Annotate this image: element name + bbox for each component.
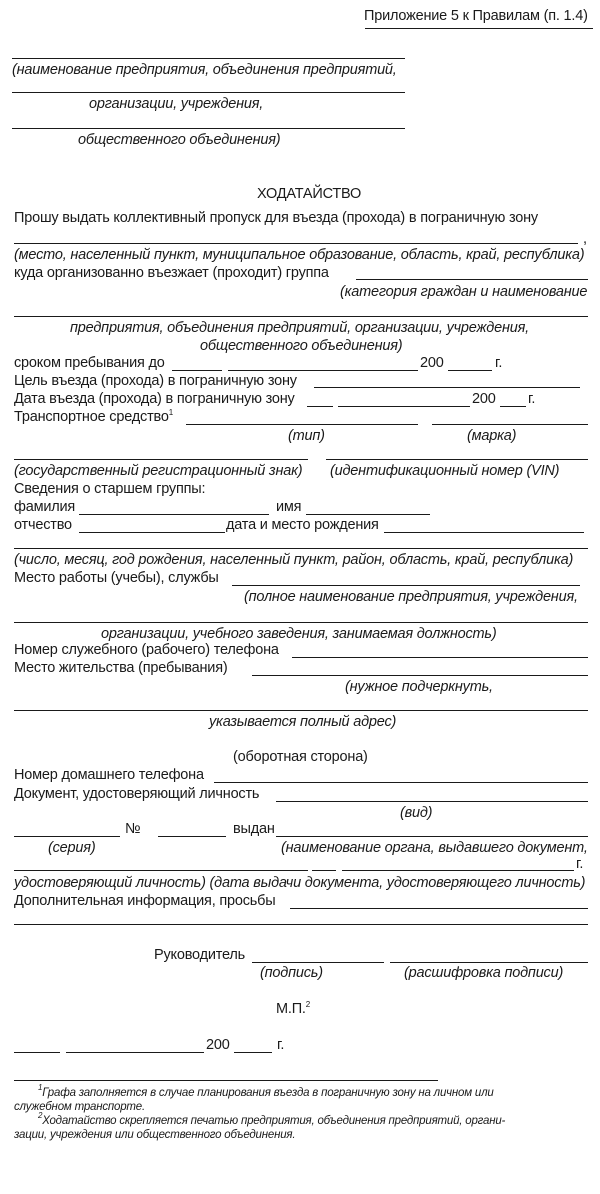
footnote-1-ref: 1	[168, 408, 173, 417]
leader-residence-hint-2: указывается полный адрес)	[209, 714, 397, 730]
page-title: ХОДАТАЙСТВО	[257, 186, 362, 202]
purpose-label: Цель въезда (прохода) в пограничную зону	[14, 373, 297, 389]
entry-date-label: Дата въезда (прохода) в пограничную зону	[14, 391, 295, 407]
org-hint-2: организации, учреждения,	[89, 96, 264, 112]
id-number-line[interactable]	[158, 836, 226, 837]
footnote-2-ref: 2	[305, 1000, 311, 1009]
org-name-line-2[interactable]	[12, 92, 405, 93]
category-hint-1: (категория граждан и наименование	[340, 284, 588, 300]
phone-home-line[interactable]	[214, 782, 588, 783]
sign-month-line[interactable]	[66, 1052, 204, 1053]
seal-place: М.П.$^2$	[276, 1000, 311, 1017]
footnote-2-line-1: $^2$Ходатайство скрепляется печатью предприятия, объединения предприятий, органи-	[38, 1111, 506, 1127]
org-hint-3: общественного объединения)	[78, 132, 281, 148]
entry-year-suffix: г.	[528, 391, 536, 407]
sign-year-prefix: 200	[206, 1037, 230, 1053]
extra-info-line[interactable]	[290, 908, 588, 909]
head-decode-line[interactable]	[390, 962, 588, 963]
reverse-heading: (оборотная сторона)	[233, 749, 368, 765]
leader-residence-line[interactable]	[252, 675, 588, 676]
vehicle-brand-hint: (марка)	[467, 428, 517, 444]
org-hint-1: (наименование предприятия, объединения предприятий,	[12, 62, 397, 78]
leader-surname-line[interactable]	[79, 514, 269, 515]
footnote-1-line-2: служебном транспорте.	[14, 1101, 145, 1113]
stay-year-line[interactable]	[448, 370, 492, 371]
leader-work-hint-2: организации, учебного заведения, занимаемая должность)	[101, 626, 497, 642]
id-issuer-hint: (наименование органа, выдавшего документ,	[281, 840, 588, 856]
vehicle-reg-line[interactable]	[14, 459, 308, 460]
id-doc-line[interactable]	[276, 801, 588, 802]
head-signature-line[interactable]	[252, 962, 384, 963]
category-hint-2: предприятия, объединения предприятий, организации, учреждения,	[70, 320, 529, 336]
sign-year-line[interactable]	[234, 1052, 272, 1053]
header-underline	[365, 28, 593, 29]
leader-name-label: имя	[276, 499, 302, 515]
leader-residence-line-2[interactable]	[14, 710, 588, 711]
leader-birth-hint: (число, месяц, год рождения, населенный пункт, район, область, край, республика)	[14, 552, 574, 568]
place-line[interactable]	[14, 243, 578, 244]
entry-day-line[interactable]	[307, 406, 333, 407]
stay-month-line[interactable]	[228, 370, 418, 371]
head-label: Руководитель	[154, 947, 246, 963]
leader-phone-work-line[interactable]	[292, 657, 588, 658]
category-hint-3: общественного объединения)	[200, 338, 403, 354]
vehicle-type-hint: (тип)	[288, 428, 325, 444]
leader-work-line[interactable]	[232, 585, 580, 586]
request-intro: Прошу выдать коллективный пропуск для въезда (прохода) в пограничную зону	[14, 210, 538, 226]
signature-hint: (подпись)	[260, 965, 323, 981]
vehicle-brand-line[interactable]	[432, 424, 588, 425]
leader-birth-line-2[interactable]	[14, 548, 588, 549]
leader-surname-label: фамилия	[14, 499, 76, 515]
sign-day-line[interactable]	[14, 1052, 60, 1053]
id-series-hint: (серия)	[48, 840, 96, 856]
leader-phone-work-label: Номер служебного (рабочего) телефона	[14, 642, 279, 658]
id-issued-label: выдан	[233, 821, 275, 837]
leader-birth-line[interactable]	[384, 532, 584, 533]
leader-heading: Сведения о старшем группы:	[14, 481, 206, 497]
footnote-2-line-2: зации, учреждения или общественного объединения.	[14, 1129, 296, 1141]
id-issuer-line[interactable]	[276, 836, 588, 837]
id-doc-label: Документ, удостоверяющий личность	[14, 786, 260, 802]
vehicle-vin-line[interactable]	[326, 459, 588, 460]
group-category-line-2[interactable]	[14, 316, 588, 317]
place-hint: (место, населенный пункт, муниципальное образование, область, край, республика)	[14, 247, 585, 263]
stay-label: сроком пребывания до	[14, 355, 165, 371]
leader-residence-label: Место жительства (пребывания)	[14, 660, 228, 676]
sign-year-suffix: г.	[277, 1037, 285, 1053]
leader-work-label: Место работы (учебы), службы	[14, 570, 219, 586]
id-issuer-hint-2: удостоверяющий личность) (дата выдачи документа, удостоверяющего личность)	[14, 875, 586, 891]
id-issuer-line-2[interactable]	[14, 870, 308, 871]
leader-birth-label: дата и место рождения	[226, 517, 379, 533]
stay-year-suffix: г.	[495, 355, 503, 371]
leader-residence-hint-1: (нужное подчеркнуть,	[345, 679, 493, 695]
leader-patronymic-line[interactable]	[79, 532, 225, 533]
leader-work-hint-1: (полное наименование предприятия, учреждения,	[244, 589, 578, 605]
id-series-line[interactable]	[14, 836, 120, 837]
leader-patronymic-label: отчество	[14, 517, 72, 533]
id-issue-year-suffix: г.	[576, 856, 584, 872]
entry-year-line[interactable]	[500, 406, 526, 407]
id-doc-kind-hint: (вид)	[400, 805, 433, 821]
id-issue-day-line[interactable]	[312, 870, 336, 871]
vehicle-type-line[interactable]	[186, 424, 418, 425]
phone-home-label: Номер домашнего телефона	[14, 767, 204, 783]
footnote-divider	[14, 1080, 438, 1081]
vehicle-vin-hint: (идентификационный номер (VIN)	[330, 463, 560, 479]
org-name-line-1[interactable]	[12, 58, 405, 59]
leader-name-line[interactable]	[306, 514, 430, 515]
entry-month-line[interactable]	[338, 406, 470, 407]
extra-info-line-2[interactable]	[14, 924, 588, 925]
vehicle-reg-hint: (государственный регистрационный знак)	[14, 463, 303, 479]
purpose-line[interactable]	[314, 387, 580, 388]
leader-work-line-2[interactable]	[14, 622, 588, 623]
signature-decode-hint: (расшифровка подписи)	[404, 965, 564, 981]
appendix-reference: Приложение 5 к Правилам (п. 1.4)	[364, 8, 588, 24]
footnote-1-line-1: $^1$Графа заполняется в случае планирования въезда в пограничную зону на личном или	[38, 1083, 494, 1099]
stay-day-line[interactable]	[172, 370, 222, 371]
entry-year-prefix: 200	[472, 391, 496, 407]
org-name-line-3[interactable]	[12, 128, 405, 129]
id-issue-month-line[interactable]	[342, 870, 574, 871]
stay-year-prefix: 200	[420, 355, 444, 371]
vehicle-label: Транспортное средство$^1$	[14, 408, 173, 425]
extra-info-label: Дополнительная информация, просьбы	[14, 893, 276, 909]
place-comma: ,	[583, 231, 587, 247]
group-category-line[interactable]	[356, 279, 588, 280]
group-where-label: куда организованно въезжает (проходит) группа	[14, 265, 329, 281]
id-number-sign: №	[125, 821, 141, 837]
